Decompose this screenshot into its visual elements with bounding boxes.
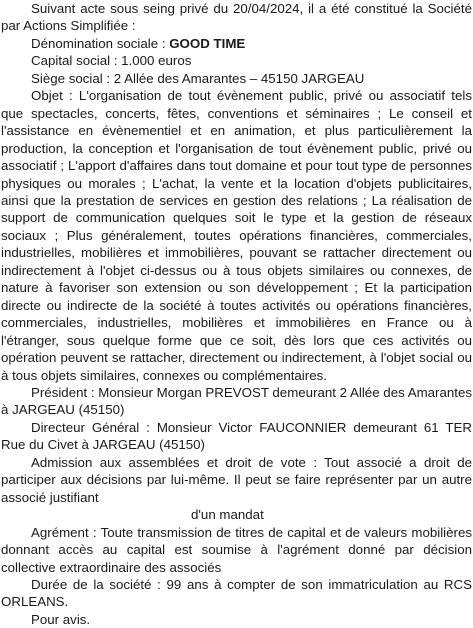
objet-paragraph: Objet : L'organisation de tout évènement public, privé ou associatif tels que spectacles, concerts, fêtes, conventions et séminaires ; Le conseil et l'assistance en évènementiel et en animation, et plus particulièrement la production, la conception et l'organisation de tout évènement public, privé ou associatif ; L'apport d'affaires dans tout domaine et pour tout type de personnes physiques ou morales ; L'achat, la vente et la location d'objets publicitaires, ainsi que la prestation de services en gestion des relations ; La réalisation de support de communication quelques soit le type et la gestion de réseaux sociaux ; Plus généralement, toutes opérations financières, commerciales, industrielles, mobilières et immobilières, pouvant se rattacher directement ou indirectement à l'objet ci-dessus ou à tous objets similaires ou connexes, de nature à favoriser son extension ou son développement ; Et la participation directe ou indirecte de la société à toutes activités ou opérations financières, commerciales, industrielles, mobilières et immobilières en France ou à l'étranger, sous quelque forme que ce soit, dès lors que ces activités ou opération peuvent se rattacher, directement ou indirectement, à l'objet social ou à tous objets similaires, connexes ou complémentaires. xyxy=(1,88,472,383)
directeur-paragraph: Directeur Général : Monsieur Victor FAUCONNIER demeurant 61 TER Rue du Civet à JARGEAU (45150) xyxy=(1,419,472,453)
denomination-label: Dénomination sociale : xyxy=(31,35,170,51)
company-name: GOOD TIME xyxy=(169,35,246,51)
admission-end-line: d'un mandat xyxy=(191,507,264,523)
intro-paragraph: Suivant acte sous seing privé du 20/04/2024, il a été constitué la Société par Actions Simplifiée : xyxy=(1,1,472,34)
pour-avis-line: Pour avis. xyxy=(31,611,91,627)
admission-paragraph: Admission aux assemblées et droit de vote : Tout associé a droit de participer aux décisions par lui-même. Il peut se faire représenter par un autre associé justifiant xyxy=(1,454,472,505)
president-paragraph: Président : Monsieur Morgan PREVOST demeurant 2 Allée des Amarantes à JARGEAU (45150) xyxy=(1,384,472,418)
duree-line: Durée de la société : 99 ans à compter de son immatriculation au RCS ORLEANS. xyxy=(1,576,472,610)
siege-line: Siège social : 2 Allée des Amarantes – 45150 JARGEAU xyxy=(31,70,365,86)
denomination-line xyxy=(1,35,472,52)
capital-line: Capital social : 1.000 euros xyxy=(31,53,192,69)
agrement-paragraph: Agrément : Toute transmission de titres de capital et de valeurs mobilières donnant accès au capital est soumise à l'agrément donné par décision collective extraordinaire des associés xyxy=(1,524,472,575)
